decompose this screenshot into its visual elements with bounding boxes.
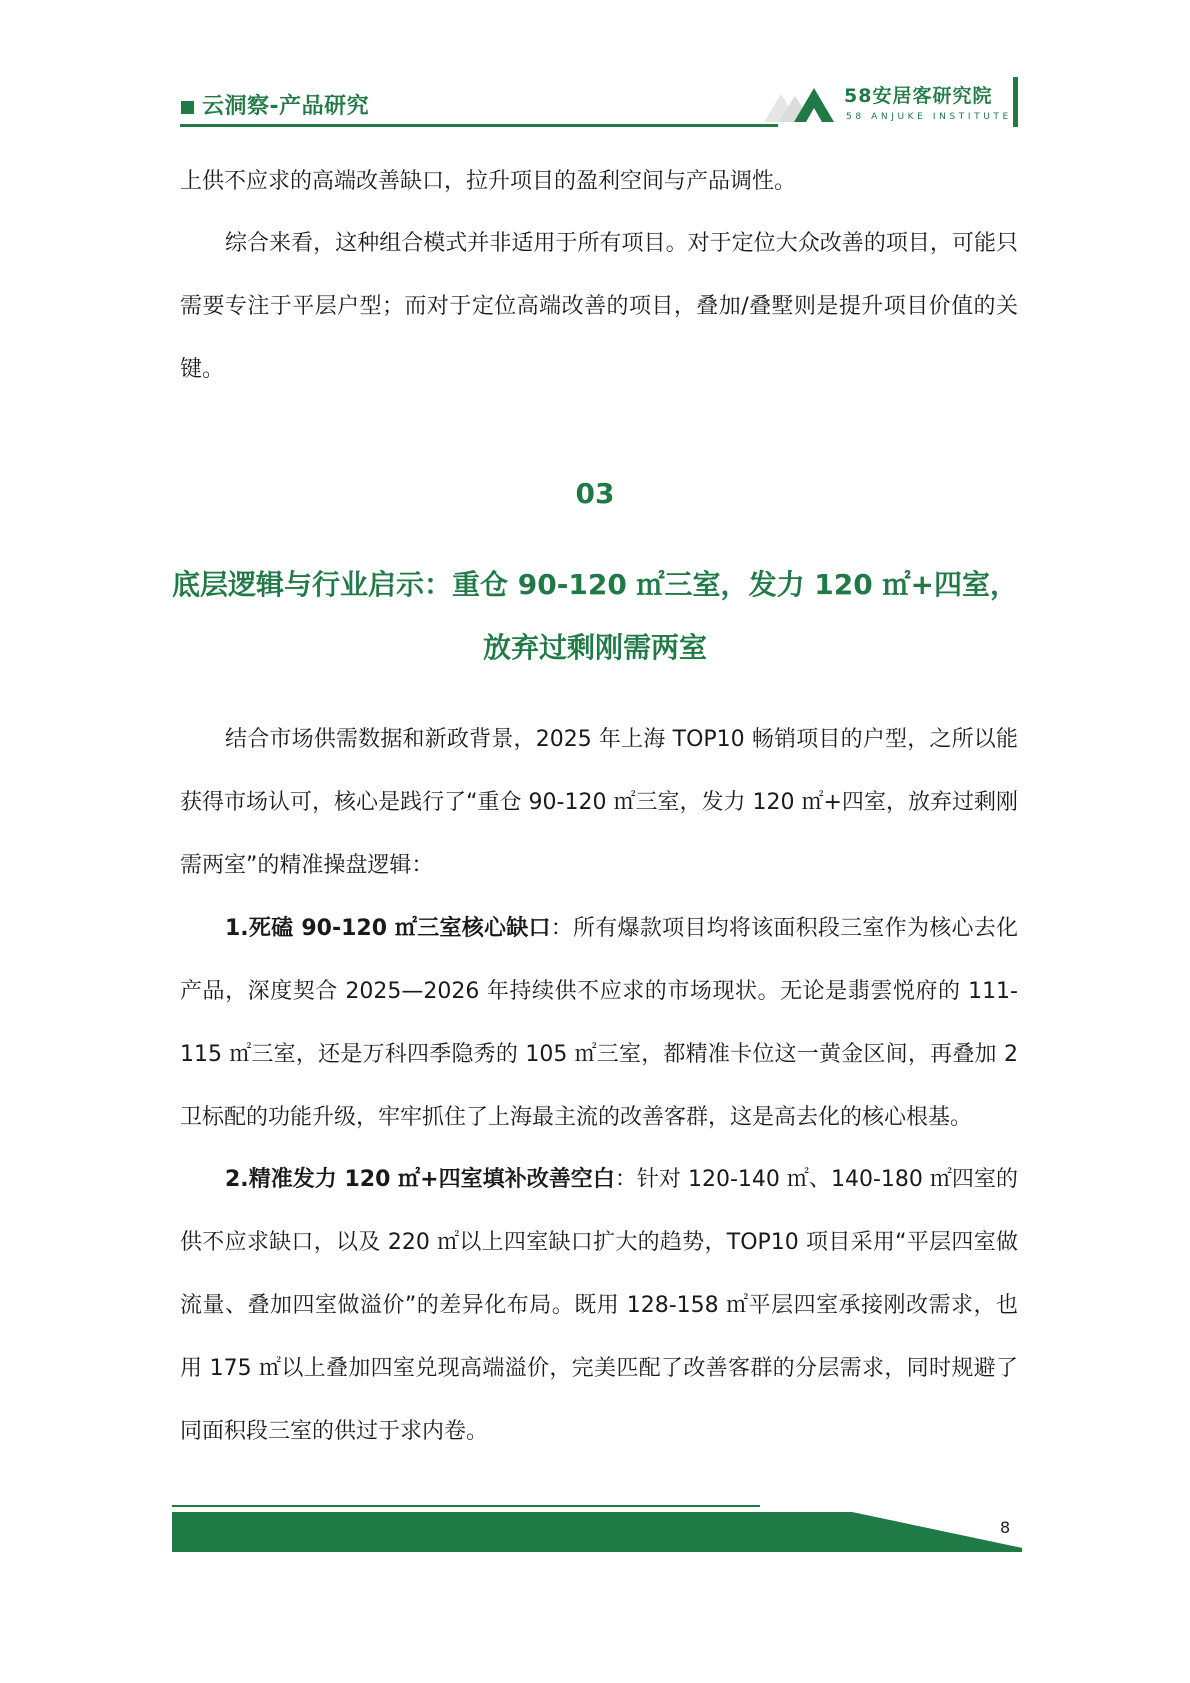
header-underline <box>180 124 778 127</box>
point-2-text: ：针对 120-140 ㎡、140-180 ㎡四室的供不应求缺口，以及 220 ㎡以上四室缺口扩大的趋势，TOP10 项目采用“平层四室做流量、叠加四室做溢价”的差异化布局。既用 128-158 ㎡平层四室承接刚改需求，也用 175 ㎡以上叠加四室兑现高端溢价，完美匹配了改善客群的分层需求，同时规避了同面积段三室的供过于求内卷。 <box>180 1167 1018 1444</box>
logo-mountain-icon <box>764 84 838 124</box>
header-square-marker <box>181 101 194 114</box>
point-2-heading: 2.精准发力 120 ㎡+四室填补改善空白 <box>225 1167 615 1192</box>
paragraph-summary: 综合来看，这种组合模式并非适用于所有项目。对于定位大众改善的项目，可能只需要专注于平层户型；而对于定位高端改善的项目，叠加/叠墅则是提升项目价值的关键。 <box>180 231 1018 382</box>
point-1-heading: 1.死磕 90-120 ㎡三室核心缺口 <box>225 916 551 941</box>
section-title <box>150 553 1040 679</box>
footer-base-line <box>172 1550 1022 1552</box>
section-title-line-1: 底层逻辑与行业启示：重仓 90-120 ㎡三室，发力 120 ㎡+四室， <box>172 568 1018 601</box>
footer-thin-line <box>172 1505 760 1507</box>
header-title: 云洞察-产品研究 <box>202 94 370 119</box>
header-vertical-bar <box>1013 77 1018 127</box>
footer-green-band <box>172 1512 1022 1550</box>
page-number: 8 <box>1000 1518 1011 1537</box>
point-1-text: ：所有爆款项目均将该面积段三室作为核心去化产品，深度契合 2025—2026 年持续供不应求的市场现状。无论是翡雲悦府的 111-115 ㎡三室，还是万科四季隐秀的 105 ㎡三室，都精准卡位这一黄金区间，再叠加 2 卫标配的功能升级，牢牢抓住了上海最主流的改善客群，这是高去化的核心根基。 <box>180 916 1018 1130</box>
paragraph-intro: 结合市场供需数据和新政背景，2025 年上海 TOP10 畅销项目的户型，之所以能获得市场认可，核心是践行了“重仓 90-120 ㎡三室，发力 120 ㎡+四室，放弃过剩刚需两室”的精准操盘逻辑： <box>180 727 1018 878</box>
logo <box>764 80 1012 130</box>
logo-english-name: 58 ANJUKE INSTITUTE <box>846 112 1012 122</box>
paragraph-point-1 <box>180 897 1018 1149</box>
section-title-line-2: 放弃过剩刚需两室 <box>482 631 707 664</box>
section-number: 03 <box>575 477 615 510</box>
paragraph-point-2 <box>180 1148 1018 1463</box>
logo-chinese-name: 58安居客研究院 <box>844 85 993 107</box>
paragraph-continuation: 上供不应求的高端改善缺口，拉升项目的盈利空间与产品调性。 <box>180 169 797 194</box>
